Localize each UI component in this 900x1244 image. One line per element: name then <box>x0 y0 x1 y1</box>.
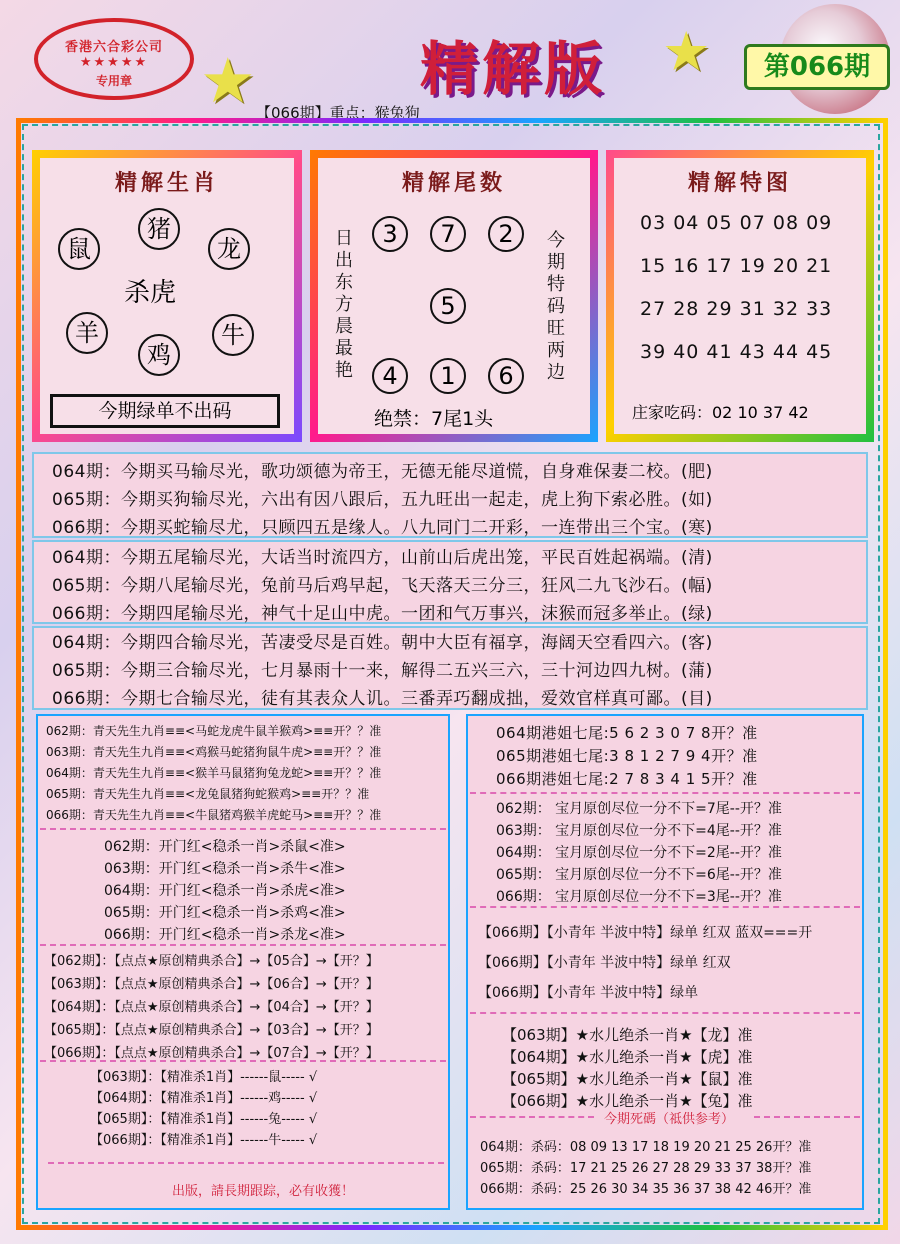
divider <box>40 828 446 830</box>
tail-forbid: 绝禁：7尾1头 <box>374 408 494 430</box>
divider <box>470 906 860 908</box>
dead-code-row: 066期：杀码：25 26 30 34 35 36 37 38 42 46开？准 <box>480 1182 812 1197</box>
tail-left-verse: 日出东方晨最艳 <box>335 228 353 381</box>
zodiac-panel <box>40 158 294 434</box>
seal-stars: ★★★★★ <box>79 55 149 70</box>
nine-zodiac-row: 063期：青天先生九肖≡≡<鸡猴马蛇猪狗鼠牛虎>≡≡开？？准 <box>46 745 382 759</box>
open-red-row: 063期：开门红<稳杀一肖>杀牛<准> <box>104 861 346 877</box>
open-red-row: 065期：开门红<稳杀一肖>杀鸡<准> <box>104 905 346 921</box>
divider <box>40 944 446 946</box>
tail-number: 1 <box>430 358 466 394</box>
divider <box>40 1060 446 1062</box>
special-row: 03 04 05 07 08 09 <box>640 212 833 234</box>
open-red-row: 066期：开门红<稳杀一肖>杀龙<准> <box>104 927 346 943</box>
zodiac-circle: 鼠 <box>58 228 100 270</box>
baoyue-row: 063期： 宝月原创尽位一分不下=4尾--开？准 <box>496 823 782 839</box>
tail-right-verse: 今期特码旺两边 <box>547 230 565 383</box>
nine-zodiac-row: 062期：青天先生九肖≡≡<马蛇龙虎牛鼠羊猴鸡>≡≡开？？准 <box>46 724 382 738</box>
dead-code-title: 今期死碼（祗供参考） <box>604 1112 735 1127</box>
dot-combo-row: 【065期】：【点点★原创精典杀合】→【03合】→【开？】 <box>44 1023 379 1038</box>
zodiac-circle: 猪 <box>138 208 180 250</box>
half-wave-row: 【066期】【小青年 半波中特】绿单 红双 蓝双===开 <box>478 925 813 941</box>
poem-line: 066期：今期七合输尽光，徒有其表众人讥。三番弄巧翻成拙，爱效官样真可鄙。(目) <box>52 689 713 709</box>
focus-line: 【066期】重点：猴兔狗 <box>256 104 420 122</box>
tail-number: 2 <box>488 216 524 252</box>
divider <box>754 1116 860 1118</box>
banker-codes: 庄家吃码：02 10 37 42 <box>632 403 809 422</box>
water-kill-row: 【063期】★水儿绝杀一肖★【龙】准 <box>502 1026 753 1044</box>
poem-line: 064期：今期四合输尽光，苦凄受尽是百姓。朝中大臣有福享，海阔天空看四六。(客) <box>52 633 713 653</box>
poem-line: 064期：今期五尾输尽光，大话当时流四方，山前山后虎出笼，平民百姓起祸端。(清) <box>52 548 713 568</box>
tail-number: 4 <box>372 358 408 394</box>
nine-zodiac-row: 064期：青天先生九肖≡≡<猴羊马鼠猪狗兔龙蛇>≡≡开？？准 <box>46 766 382 780</box>
dead-code-row: 064期：杀码：08 09 13 17 18 19 20 21 25 26开？准 <box>480 1140 812 1155</box>
precise-kill-row: 【065期】：【精准杀1肖】------兔----- √ <box>90 1112 318 1127</box>
tail-number: 5 <box>430 288 466 324</box>
tail-panel-title: 精解尾数 <box>401 170 506 196</box>
zodiac-circle: 羊 <box>66 312 108 354</box>
dot-combo-row: 【062期】：【点点★原创精典杀合】→【05合】→【开？】 <box>44 954 379 969</box>
special-panel-title: 精解特图 <box>687 170 792 196</box>
nine-zodiac-row: 065期：青天先生九肖≡≡<龙兔鼠猪狗蛇猴鸡>≡≡开？？准 <box>46 787 370 801</box>
dot-combo-row: 【064期】：【点点★原创精典杀合】→【04合】→【开？】 <box>44 1000 379 1015</box>
poem-line: 065期：今期三合输尽光，七月暴雨十一来，解得二五兴三六，三十河边四九树。(蒲) <box>52 661 713 681</box>
zodiac-circle: 牛 <box>212 314 254 356</box>
zodiac-panel-title: 精解生肖 <box>114 170 219 196</box>
divider <box>470 1116 594 1118</box>
baoyue-row: 064期： 宝月原创尽位一分不下=2尾--开？准 <box>496 845 782 861</box>
precise-kill-row: 【063期】：【精准杀1肖】------鼠----- √ <box>90 1070 318 1085</box>
zodiac-center: 杀虎 <box>124 278 177 308</box>
special-panel <box>614 158 866 434</box>
baoyue-row: 062期： 宝月原创尽位一分不下=7尾--开？准 <box>496 801 782 817</box>
footer-note: 出版，請長期跟踪，必有收獲！ <box>172 1184 355 1199</box>
star-icon: ★ <box>200 44 256 117</box>
seven-tail-row: 064期港姐七尾:5 6 2 3 0 7 8开？准 <box>496 724 758 742</box>
precise-kill-row: 【064期】：【精准杀1肖】------鸡----- √ <box>90 1091 318 1106</box>
poem-line: 064期：今期买马输尽光，歌功颂德为帝王，无德无能尽道慌，自身难保妻二校。(肥) <box>52 462 713 482</box>
water-kill-row: 【064期】★水儿绝杀一肖★【虎】准 <box>502 1048 753 1066</box>
zodiac-note: 今期绿单不出码 <box>50 394 280 428</box>
half-wave-row: 【066期】【小青年 半波中特】绿单 红双 <box>478 955 731 971</box>
tail-number: 6 <box>488 358 524 394</box>
poem-line: 065期：今期八尾输尽光，兔前马后鸡早起，飞天落天三分三，狂风二九飞沙石。(幅) <box>52 576 713 596</box>
divider <box>48 1162 444 1164</box>
tail-panel <box>318 158 590 434</box>
tail-number: 7 <box>430 216 466 252</box>
company-seal <box>34 18 194 100</box>
zodiac-circle: 鸡 <box>138 334 180 376</box>
seal-use: 专用章 <box>95 74 132 88</box>
zodiac-circle: 龙 <box>208 228 250 270</box>
water-kill-row: 【066期】★水儿绝杀一肖★【兔】准 <box>502 1092 753 1110</box>
tail-number: 3 <box>372 216 408 252</box>
open-red-row: 064期：开门红<稳杀一肖>杀虎<准> <box>104 883 346 899</box>
special-row: 27 28 29 31 32 33 <box>640 298 833 320</box>
poem-line: 066期：今期四尾输尽光，神气十足山中虎。一团和气万事兴，沫猴而冠多举止。(绿) <box>52 604 713 624</box>
water-kill-row: 【065期】★水儿绝杀一肖★【鼠】准 <box>502 1070 753 1088</box>
seven-tail-row: 066期港姐七尾:2 7 8 3 4 1 5开？准 <box>496 770 758 788</box>
poem-line: 066期：今期买蛇输尽尤，只顾四五是缘人。八九同门二开彩，一连带出三个宝。(寒) <box>52 518 713 538</box>
special-row: 15 16 17 19 20 21 <box>640 255 833 277</box>
dot-combo-row: 【066期】：【点点★原创精典杀合】→【07合】→【开？】 <box>44 1046 379 1061</box>
half-wave-row: 【066期】【小青年 半波中特】绿单 <box>478 985 699 1001</box>
baoyue-row: 066期： 宝月原创尽位一分不下=3尾--开？准 <box>496 889 782 905</box>
dead-code-row: 065期：杀码：17 21 25 26 27 28 29 33 37 38开？准 <box>480 1161 812 1176</box>
issue-badge: 第066期 <box>744 44 890 90</box>
nine-zodiac-row: 066期：青天先生九肖≡≡<牛鼠猪鸡猴羊虎蛇马>≡≡开？？准 <box>46 808 382 822</box>
poem-line: 065期：今期买狗输尽光，六出有因八跟后，五九旺出一起走，虎上狗下索必胜。(如) <box>52 490 713 510</box>
seven-tail-row: 065期港姐七尾:3 8 1 2 7 9 4开？准 <box>496 747 758 765</box>
open-red-row: 062期：开门红<稳杀一肖>杀鼠<准> <box>104 839 346 855</box>
divider <box>470 1012 860 1014</box>
star-icon: ★ <box>662 20 711 83</box>
dot-combo-row: 【063期】：【点点★原创精典杀合】→【06合】→【开？】 <box>44 977 379 992</box>
special-row: 39 40 41 43 44 45 <box>640 341 833 363</box>
precise-kill-row: 【066期】：【精准杀1肖】------牛----- √ <box>90 1133 318 1148</box>
baoyue-row: 065期： 宝月原创尽位一分不下=6尾--开？准 <box>496 867 782 883</box>
divider <box>470 792 860 794</box>
seal-org: 香港六合彩公司 <box>64 40 163 55</box>
page-title: 精解版 <box>420 35 607 103</box>
